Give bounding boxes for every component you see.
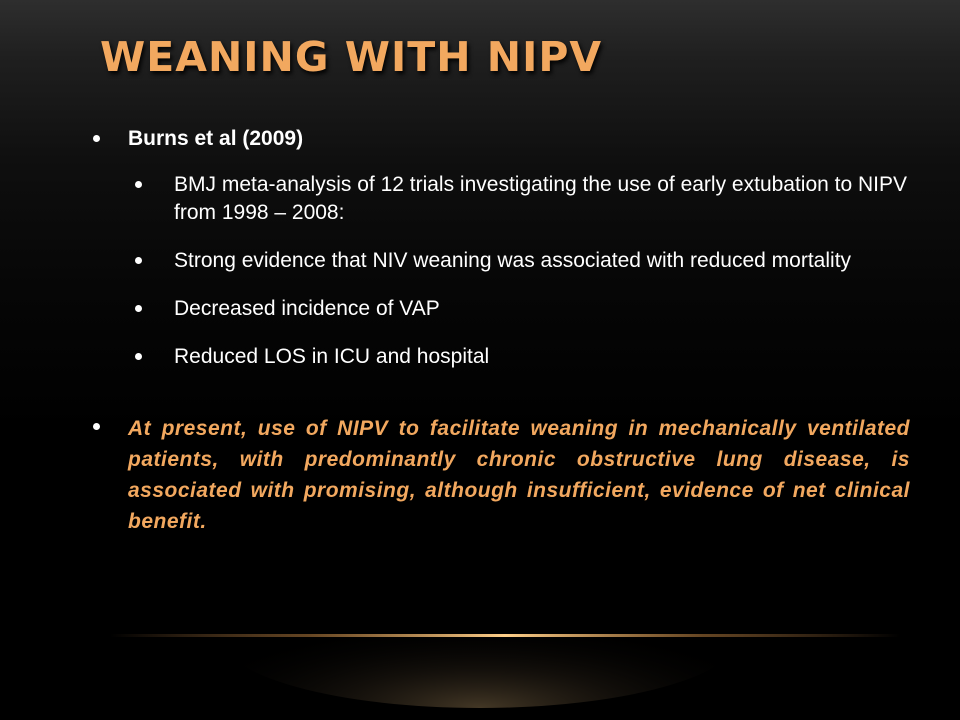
- bullet-list: [90, 125, 910, 537]
- sub-bullet-mortality: Strong evidence that NIV weaning was associated with reduced mortality: [134, 247, 910, 275]
- bullet-conclusion: At present, use of NIPV to facilitate weaning in mechanically ventilated patients, with predominantly chronic obstructive lung disease, is associated with promising, although insufficient, evidence of net clinical benefit.: [90, 413, 910, 537]
- glow-line: [110, 634, 900, 637]
- bullet-citation: Burns et al (2009): [90, 125, 910, 153]
- sub-bullet-los: Reduced LOS in ICU and hospital: [134, 343, 910, 371]
- sub-bullet-list: [90, 171, 910, 371]
- slide-title: WEANING WITH NIPV: [100, 33, 603, 81]
- decorative-glow: [0, 560, 960, 720]
- sub-bullet-vap: Decreased incidence of VAP: [134, 295, 910, 323]
- glow-haze: [220, 564, 740, 708]
- sub-bullet-meta-analysis: BMJ meta-analysis of 12 trials investigating the use of early extubation to NIPV from 1998 – 2008:: [134, 171, 910, 227]
